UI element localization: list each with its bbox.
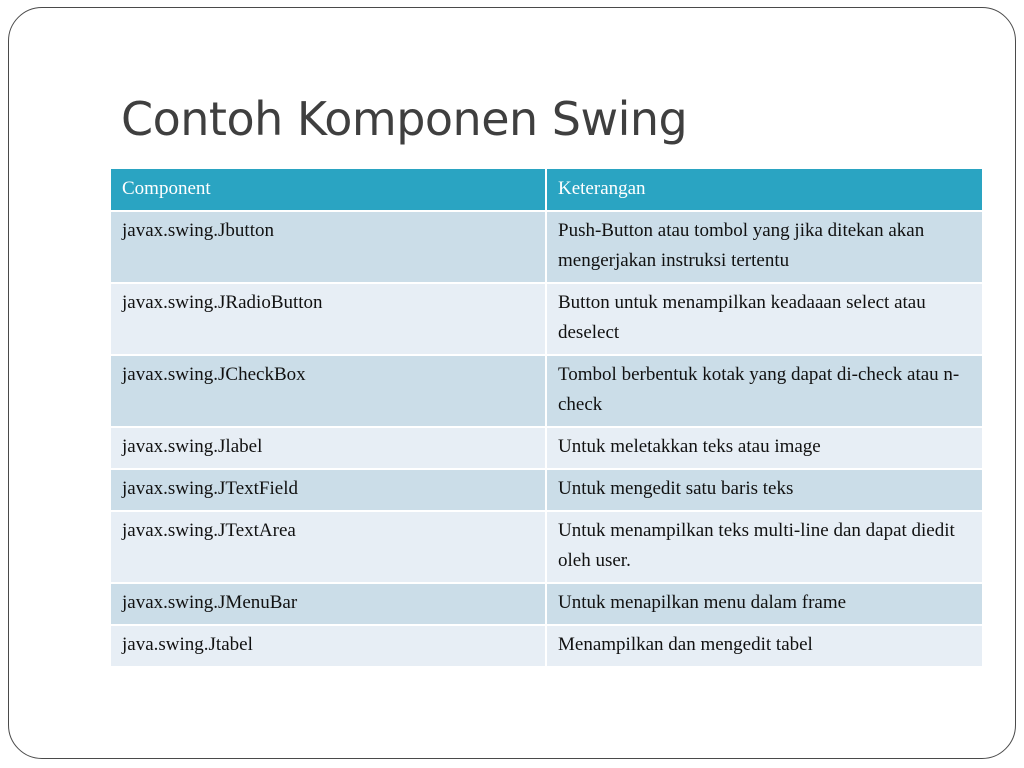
table-row [111, 427, 982, 469]
table-row [111, 625, 982, 667]
component-cell: javax.swing.JTextField [111, 469, 546, 511]
component-table-container [111, 169, 982, 668]
column-header-keterangan: Keterangan [546, 169, 982, 211]
table-header-row [111, 169, 982, 211]
component-cell: javax.swing.Jlabel [111, 427, 546, 469]
slide-title: Contoh Komponen Swing [121, 92, 688, 146]
description-cell: Tombol berbentuk kotak yang dapat di-check atau n-check [546, 355, 982, 427]
component-cell: javax.swing.JCheckBox [111, 355, 546, 427]
description-cell: Untuk menampilkan teks multi-line dan dapat diedit oleh user. [546, 511, 982, 583]
description-cell: Push-Button atau tombol yang jika ditekan akan mengerjakan instruksi tertentu [546, 211, 982, 283]
component-table [111, 169, 982, 668]
component-cell: javax.swing.JRadioButton [111, 283, 546, 355]
description-cell: Menampilkan dan mengedit tabel [546, 625, 982, 667]
table-row [111, 283, 982, 355]
description-cell: Untuk mengedit satu baris teks [546, 469, 982, 511]
description-cell: Button untuk menampilkan keadaaan select atau deselect [546, 283, 982, 355]
table-row [111, 355, 982, 427]
component-cell: javax.swing.JMenuBar [111, 583, 546, 625]
component-cell: java.swing.Jtabel [111, 625, 546, 667]
description-cell: Untuk meletakkan teks atau image [546, 427, 982, 469]
slide-frame [8, 7, 1016, 759]
column-header-component: Component [111, 169, 546, 211]
table-row [111, 583, 982, 625]
component-cell: javax.swing.Jbutton [111, 211, 546, 283]
description-cell: Untuk menapilkan menu dalam frame [546, 583, 982, 625]
table-row [111, 211, 982, 283]
table-row [111, 469, 982, 511]
table-row [111, 511, 982, 583]
component-cell: javax.swing.JTextArea [111, 511, 546, 583]
